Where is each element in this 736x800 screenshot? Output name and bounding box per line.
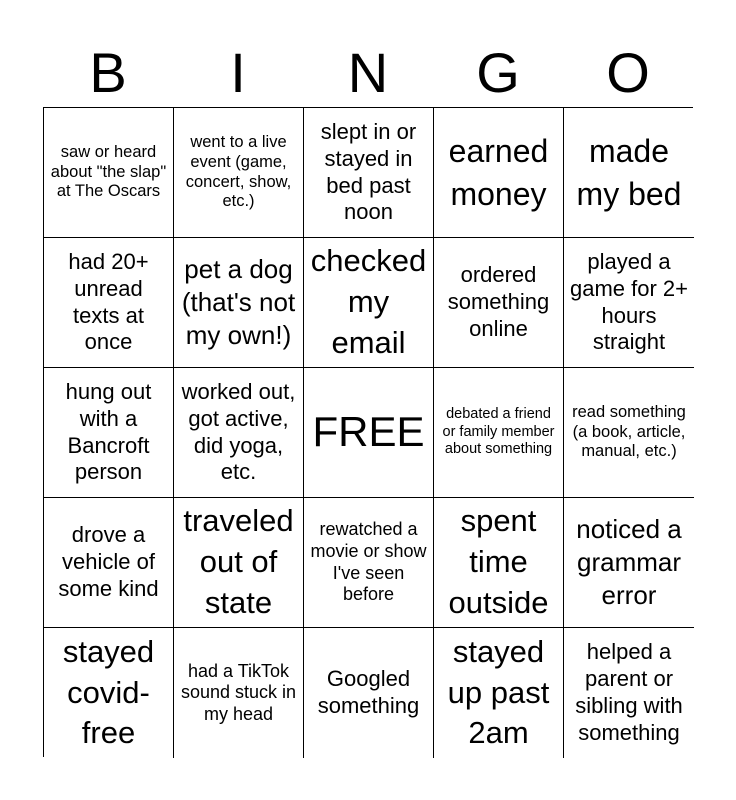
- header-letter-g: G: [476, 41, 520, 104]
- bingo-cell[interactable]: played a game for 2+ hours straight: [564, 238, 694, 368]
- bingo-cell[interactable]: hung out with a Bancroft person: [44, 368, 174, 498]
- bingo-cell[interactable]: worked out, got active, did yoga, etc.: [174, 368, 304, 498]
- header-letter-n: N: [347, 41, 389, 104]
- bingo-cell[interactable]: Googled something: [304, 628, 434, 758]
- header-letter-i: I: [230, 41, 246, 104]
- bingo-cell[interactable]: read something (a book, article, manual, etc.): [564, 368, 694, 498]
- bingo-cell[interactable]: stayed covid-free: [44, 628, 174, 758]
- bingo-cell[interactable]: helped a parent or sibling with something: [564, 628, 694, 758]
- header-letter-b: B: [89, 41, 127, 104]
- bingo-header: [43, 40, 693, 106]
- bingo-cell[interactable]: earned money: [434, 108, 564, 238]
- bingo-cell[interactable]: checked my email: [304, 238, 434, 368]
- bingo-cell[interactable]: went to a live event (game, concert, show, etc.): [174, 108, 304, 238]
- bingo-board: [43, 107, 693, 757]
- bingo-cell[interactable]: rewatched a movie or show I've seen before: [304, 498, 434, 628]
- bingo-cell[interactable]: pet a dog (that's not my own!): [174, 238, 304, 368]
- bingo-cell[interactable]: made my bed: [564, 108, 694, 238]
- header-letter-o: O: [606, 41, 650, 104]
- bingo-cell[interactable]: noticed a grammar error: [564, 498, 694, 628]
- bingo-cell[interactable]: drove a vehicle of some kind: [44, 498, 174, 628]
- bingo-cell[interactable]: had 20+ unread texts at once: [44, 238, 174, 368]
- free-space[interactable]: FREE: [304, 368, 434, 498]
- bingo-cell[interactable]: spent time outside: [434, 498, 564, 628]
- bingo-cell[interactable]: ordered something online: [434, 238, 564, 368]
- bingo-cell[interactable]: debated a friend or family member about something: [434, 368, 564, 498]
- bingo-cell[interactable]: had a TikTok sound stuck in my head: [174, 628, 304, 758]
- bingo-cell[interactable]: traveled out of state: [174, 498, 304, 628]
- bingo-cell[interactable]: saw or heard about "the slap" at The Oscars: [44, 108, 174, 238]
- bingo-cell[interactable]: slept in or stayed in bed past noon: [304, 108, 434, 238]
- bingo-cell[interactable]: stayed up past 2am: [434, 628, 564, 758]
